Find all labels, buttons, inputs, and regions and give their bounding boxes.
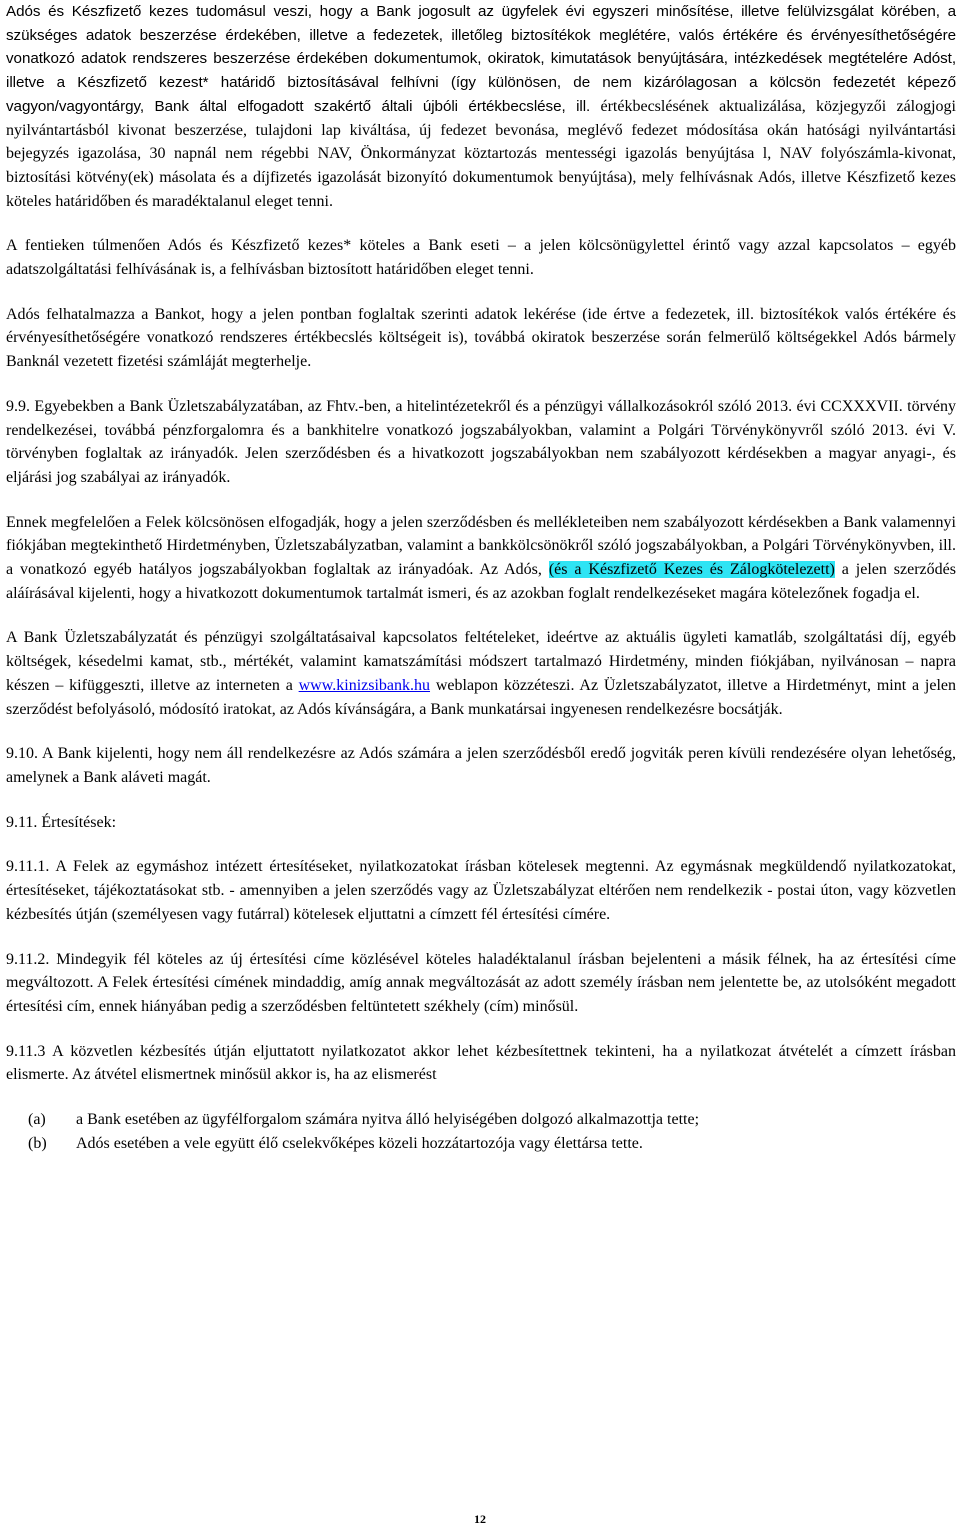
list-marker: (b) bbox=[28, 1134, 47, 1152]
paragraph-business-rules bbox=[6, 626, 956, 721]
paragraph-authorization: Adós felhatalmazza a Bankot, hogy a jelen pontban foglaltak szerinti adatok lekérése (ide értve a fedezetek, ill. biztosítékok valós értékére és érvényesíthetőségére vonatkozó rendszeres értékbecslés költségeit is), továbbá okiratok beszerzése során felmerülő költségekkel Adós bármely Banknál vezetett fizetési számláját megterhelje. bbox=[6, 305, 956, 371]
paragraph-text: Adós és Készfizető kezes tudomásul veszi, hogy a Bank jogosult az ügyfelek évi egyszeri minősítése, illetve felülvizsgálat körében, a szükséges adatok beszerzése érdekében, illetve a fedezetek, illetőleg biztosítékok meglétére, valós értékére és érvényesíthetőségére vonatkozó adatok rendszeres beszerzése érdekében dokumentumok, okiratok, kimutatások benyújtására, intézkedések megtételére Adóst, illetve a Készfizető kezest* határidő biztosításával felhívni (így különösen, de nem kizárólagosan a kölcsön fedezetét képező vagyon/vagyontárgy, Bank által elfogadott szakértő általi újbóli értékbecslése, ill. bbox=[6, 3, 956, 115]
list-item bbox=[6, 1108, 956, 1132]
paragraph-text: Ennek megfelelően a Felek kölcsönösen elfogadják, hogy a jelen szerződésben és mellékleteiben nem szabályozott kérdésekben a Bank valamennyi fiókjában megtekinthető Hirdetményben, Üzletszabályzatban, valamint a bankkölcsönökről szóló jogszabályokban, a Polgári Törvénykönyvben, ill. a vonatkozó egyéb hatályos jogszabályokban foglaltak az irányadóak. Az Adós, bbox=[6, 513, 956, 579]
list-item bbox=[6, 1132, 956, 1156]
page-number: 12 bbox=[474, 1512, 486, 1526]
list-item-text: Adós esetében a vele együtt élő cselekvőképes közeli hozzátartozója vagy élettársa tette. bbox=[76, 1134, 643, 1152]
paragraph-9-11-3: 9.11.3 A közvetlen kézbesítés útján eljuttatott nyilatkozatot akkor lehet kézbesítettnek tekinteni, ha a nyilatkozat átvételét a címzett írásban elismerte. Az átvétel elismertnek minősül akkor is, ha az elismerést bbox=[6, 1042, 956, 1084]
acknowledgement-list bbox=[6, 1108, 956, 1155]
paragraph-info-request bbox=[6, 0, 956, 213]
paragraph-text-continued: értékbecslésének aktualizálása, közjegyzői zálogjogi nyilvántartásból kivonat beszerzése, tulajdoni lap kiváltása, új fedezet bevonása, meglévő fedezet módosítása okán hatósági nyilvántartási bejegyzés igazolása, 30 napnál nem régebbi NAV, Önkormányzat köztartozás mentességi igazolás benyújtása l, NAV folyószámla-kivonat, biztosítási kötvény(ek) másolata és a díjfizetés igazolását bizonyító dokumentumok benyújtása), mely felhívásnak Adós, illetve Készfizető kezes köteles határidőben és maradéktalanul eleget tenni. bbox=[6, 97, 957, 210]
section-heading-notifications: 9.11. Értesítések: bbox=[6, 813, 117, 831]
paragraph-additional-obligation: A fentieken túlmenően Adós és Készfizető kezes* köteles a Bank eseti – a jelen kölcsönügylettel érintő vagy azzal kapcsolatos – egyéb adatszolgáltatási felhívásának is, a felhívásban biztosított határidőben eleget tenni. bbox=[6, 237, 956, 279]
paragraph-text: A Bank Üzletszabályzatát és pénzügyi szolgáltatásaival kapcsolatos feltételeket, ideértve az aktuális ügyleti kamatláb, szolgáltatási díj, egyéb költségek, késedelmi kamat, stb., mértékét, valamint kamatszámítási módszert tartalmazó Hirdetmény, minden fiókjában, nyilvánosan – napra készen – kifüggeszti, illetve az interneten a bbox=[6, 629, 956, 694]
paragraph-9-11-2: 9.11.2. Mindegyik fél köteles az új értesítési címe közlésével köteles haladéktalanul írásban bejelenteni a másik félnek, ha az értesítési címe megváltozott. A Felek értesítési címének mindaddig, amíg annak megváltozását az adott személy írásban nem jelentette be, az utolsóként megadott értesítési cím, ennek hiányában pedig a szerződésben feltüntetett székhely (cím) minősül. bbox=[6, 950, 956, 1015]
website-link[interactable]: www.kinizsibank.hu bbox=[298, 676, 431, 694]
paragraph-9-11-1: 9.11.1. A Felek az egymáshoz intézett értesítéseket, nyilatkozatokat írásban kötelesek megtenni. Az egymásnak megküldendő nyilatkozatokat, értesítéseket, tájékoztatásokat stb. - amennyiben a jelen szerződés vagy az Üzletszabályzat eltérően nem rendelkezik - postai úton, vagy közvetlen kézbesítés útján (személyesen vagy futárral) kötelesek eljuttatni a címzett fél értesítési címére. bbox=[6, 858, 956, 923]
paragraph-text-continued: a jelen szerződés aláírásával kijelenti, hogy a hivatkozott dokumentumok tartalmát ismeri, és az azokban foglalt rendelkezéseket magára kötelezőnek fogadja el. bbox=[6, 561, 956, 602]
paragraph-9-9: 9.9. Egyebekben a Bank Üzletszabályzatában, az Fhtv.-ben, a hitelintézetekről és a pénzügyi vállalkozásokról szóló 2013. évi CCXXXVII. törvény rendelkezései, továbbá pénzforgalomra és a bankhitelre vonatkozó jogszabályokban, valamint a Polgári Törvénykönyvről szóló 2013. évi V. törvényben foglaltak az irányadók. Jelen szerződésben és a hivatkozott jogszabályokban nem szabályozott kérdésekben a magyar anyagi-, és eljárási jog szabályai az irányadók. bbox=[6, 397, 956, 486]
highlighted-text: (és a Készfizető Kezes és Zálogkötelezett) bbox=[548, 561, 835, 579]
paragraph-text-continued: weblapon közzéteszi. Az Üzletszabályzatot, illetve a Hirdetményt, mint a jelen szerződést befolyásoló, módosító iratokat, az Adós kívánságára, a Bank munkatársai ingyenesen rendelkezésre bocsátják. bbox=[6, 676, 957, 718]
list-item-text: a Bank esetében az ügyfélforgalom számára nyitva álló helyiségében dolgozó alkalmazottja tette; bbox=[76, 1111, 700, 1129]
list-marker: (a) bbox=[28, 1111, 46, 1129]
paragraph-9-10: 9.10. A Bank kijelenti, hogy nem áll rendelkezésre az Adós számára a jelen szerződésből eredő jogviták peren kívüli rendezésére olyan lehetőség, amelynek a Bank aláveti magát. bbox=[6, 745, 956, 786]
document-page bbox=[6, 0, 956, 1155]
paragraph-mutual-acceptance bbox=[6, 511, 956, 606]
